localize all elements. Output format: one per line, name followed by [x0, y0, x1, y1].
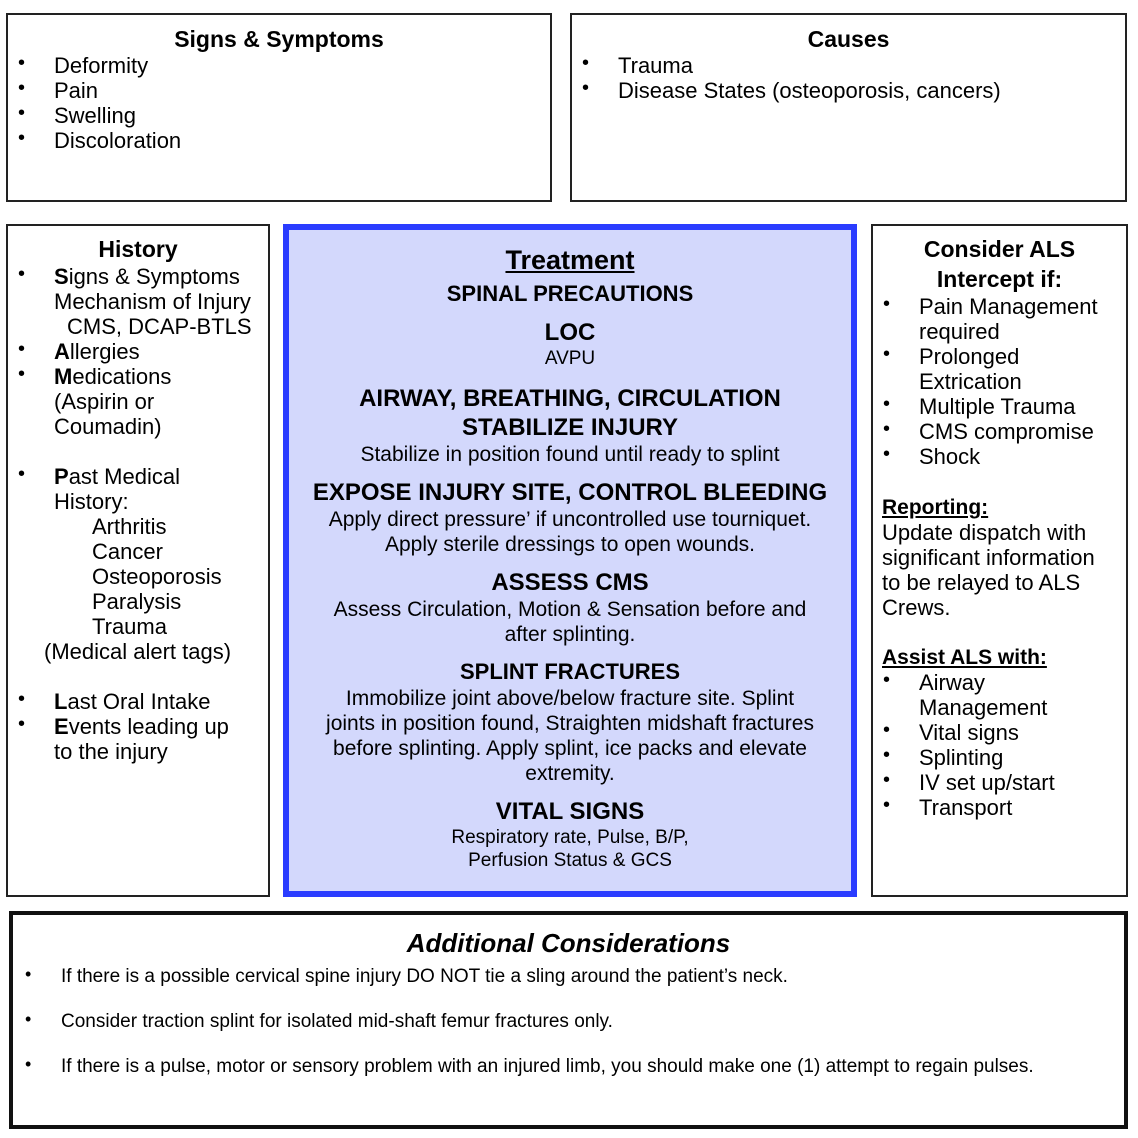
list-item: Osteoporosis: [92, 564, 222, 589]
history-text: ast Medical: [68, 464, 180, 489]
history-text: igns & Symptoms: [68, 264, 240, 289]
reporting-text-line: Update dispatch with: [882, 520, 1087, 545]
treatment-panel: [283, 224, 857, 897]
history-text: vents leading up: [68, 714, 229, 739]
history-letter-e: E: [54, 714, 69, 739]
signs-symptoms-panel: [6, 13, 552, 202]
list-item: (Aspirin or: [54, 389, 155, 414]
treatment-title: Treatment: [505, 245, 635, 275]
assess-cms-text-line: after splinting.: [504, 623, 636, 646]
history-panel: [6, 224, 270, 897]
list-item: • Trauma: [572, 53, 1125, 78]
list-item: • Consider traction splint for isolated mid-shaft femur fractures only.: [13, 1010, 1064, 1033]
als-title-line: Consider ALS: [923, 236, 1076, 262]
additional-considerations-list: [13, 965, 1124, 1078]
list-item: • IV set up/start: [873, 770, 1126, 795]
stabilize-text: Stabilize in position found until ready to splint: [360, 443, 780, 466]
abc-heading: AIRWAY, BREATHING, CIRCULATION: [359, 385, 781, 412]
history-list: [8, 264, 268, 764]
reporting-heading: Reporting:: [882, 496, 989, 519]
splint-text-line: Immobilize joint above/below fracture site. Splint: [345, 687, 795, 710]
list-item: • Pain Management: [873, 294, 1126, 319]
history-letter-s: S: [54, 264, 69, 289]
list-item: to the injury: [54, 739, 168, 764]
list-item: • Vital signs: [873, 720, 1126, 745]
history-text: ast Oral Intake: [67, 689, 211, 714]
list-item: (Medical alert tags): [44, 639, 232, 664]
history-letter-p: P: [54, 464, 69, 489]
history-letter-a: A: [54, 339, 70, 364]
list-item: • Airway: [873, 670, 1126, 695]
list-item: [8, 464, 268, 489]
als-panel: [871, 224, 1128, 897]
list-item: Coumadin): [54, 414, 162, 439]
list-item: • Prolonged: [873, 344, 1126, 369]
expose-text-line: Apply direct pressure’ if uncontrolled use tourniquet.: [328, 508, 812, 531]
list-item: • Pain: [8, 78, 550, 103]
spinal-precautions-heading: SPINAL PRECAUTIONS: [446, 281, 694, 306]
als-criteria-list: [873, 294, 1126, 469]
vital-signs-text-line: Respiratory rate, Pulse, B/P,: [451, 827, 689, 848]
list-item: • Shock: [873, 444, 1126, 469]
causes-panel: [570, 13, 1127, 202]
history-letter-m: M: [54, 364, 73, 389]
list-item: • Deformity: [8, 53, 550, 78]
expose-heading: EXPOSE INJURY SITE, CONTROL BLEEDING: [312, 479, 828, 506]
list-item: • Swelling: [8, 103, 550, 128]
assist-als-list: [873, 670, 1126, 820]
loc-text: AVPU: [544, 348, 596, 369]
list-item: [8, 714, 268, 739]
loc-heading: LOC: [544, 319, 596, 346]
assist-als-heading: Assist ALS with:: [882, 646, 1047, 669]
splint-fractures-heading: SPLINT FRACTURES: [460, 659, 680, 684]
list-item: • Discoloration: [8, 128, 550, 153]
splint-text-line: before splinting. Apply splint, ice packs and elevate: [333, 737, 807, 760]
list-item: Cancer: [92, 539, 163, 564]
list-item: • If there is a pulse, motor or sensory problem with an injured limb, you should make one (1) attempt to regain pulses.: [13, 1055, 1064, 1078]
additional-considerations-panel: [9, 911, 1128, 1129]
list-item: [8, 689, 268, 714]
als-title-line: Intercept if:: [936, 266, 1063, 292]
assess-cms-heading: ASSESS CMS: [491, 569, 649, 596]
list-item: Trauma: [92, 614, 167, 639]
list-item: • Transport: [873, 795, 1126, 820]
history-title: History: [98, 236, 178, 262]
list-item: Paralysis: [92, 589, 182, 614]
causes-title: Causes: [807, 26, 890, 52]
history-letter-l: L: [54, 689, 68, 714]
reporting-text-line: significant information: [882, 545, 1095, 570]
list-item: • CMS compromise: [873, 419, 1126, 444]
list-item: [8, 364, 268, 389]
list-item: Arthritis: [92, 514, 167, 539]
vital-signs-text-line: Perfusion Status & GCS: [468, 850, 672, 871]
list-item: required: [919, 319, 1000, 344]
vital-signs-heading: VITAL SIGNS: [495, 798, 645, 825]
list-item: Mechanism of Injury: [54, 289, 251, 314]
signs-symptoms-title: Signs & Symptoms: [174, 26, 384, 52]
history-text: edications: [72, 364, 172, 389]
reporting-text-line: Crews.: [882, 595, 951, 620]
list-item: [8, 339, 268, 364]
list-item: • Disease States (osteoporosis, cancers): [572, 78, 1125, 103]
list-item: • If there is a possible cervical spine injury DO NOT tie a sling around the patient’s neck.: [13, 965, 1064, 988]
stabilize-heading: STABILIZE INJURY: [461, 414, 678, 441]
list-item: • Multiple Trauma: [873, 394, 1126, 419]
signs-symptoms-list: [8, 53, 550, 153]
causes-list: [572, 53, 1125, 103]
list-item: Extrication: [919, 369, 1022, 394]
list-item: History:: [54, 489, 129, 514]
list-item: [8, 264, 268, 289]
expose-text-line: Apply sterile dressings to open wounds.: [384, 533, 756, 556]
list-item: • Splinting: [873, 745, 1126, 770]
splint-text-line: joints in position found, Straighten midshaft fractures: [326, 712, 814, 735]
assess-cms-text-line: Assess Circulation, Motion & Sensation before and: [333, 598, 807, 621]
splint-text-line: extremity.: [525, 762, 615, 785]
reporting-text-line: to be relayed to ALS: [882, 570, 1081, 595]
list-item: CMS, DCAP-BTLS: [67, 314, 252, 339]
history-text: llergies: [69, 339, 140, 364]
additional-considerations-title: Additional Considerations: [406, 928, 731, 958]
list-item: Management: [919, 695, 1048, 720]
